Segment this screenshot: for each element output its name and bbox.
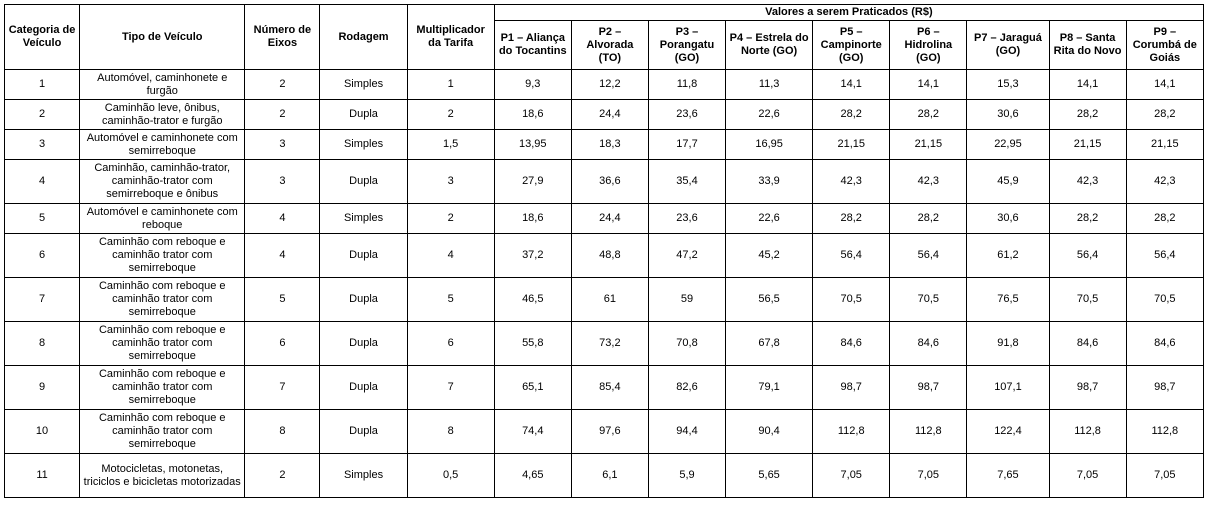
axles-cell: 2	[245, 70, 320, 100]
price-cell-p8: 112,8	[1049, 410, 1126, 454]
header-rodagem: Rodagem	[320, 5, 407, 70]
wheel-type-cell: Dupla	[320, 100, 407, 130]
multiplier-cell: 2	[407, 204, 494, 234]
price-cell-p8: 56,4	[1049, 234, 1126, 278]
price-cell-p3: 35,4	[648, 160, 725, 204]
axles-cell: 4	[245, 234, 320, 278]
price-cell-p5: 112,8	[813, 410, 890, 454]
price-cell-p7: 30,6	[967, 204, 1049, 234]
categoria-cell: 3	[5, 130, 80, 160]
price-cell-p3: 23,6	[648, 204, 725, 234]
wheel-type-cell: Dupla	[320, 366, 407, 410]
tariff-table	[4, 4, 1204, 498]
price-cell-p5: 42,3	[813, 160, 890, 204]
vehicle-type-cell: Caminhão leve, ônibus, caminhão-trator e furgão	[80, 100, 245, 130]
price-cell-p9: 42,3	[1126, 160, 1203, 204]
price-cell-p9: 28,2	[1126, 204, 1203, 234]
header-valores: Valores a serem Praticados (R$)	[494, 5, 1203, 21]
price-cell-p5: 14,1	[813, 70, 890, 100]
price-cell-p4: 16,95	[726, 130, 813, 160]
price-cell-p4: 11,3	[726, 70, 813, 100]
price-cell-p4: 67,8	[726, 322, 813, 366]
price-cell-p2: 61	[571, 278, 648, 322]
price-cell-p9: 84,6	[1126, 322, 1203, 366]
multiplier-cell: 5	[407, 278, 494, 322]
price-cell-p4: 45,2	[726, 234, 813, 278]
price-cell-p7: 61,2	[967, 234, 1049, 278]
price-cell-p7: 76,5	[967, 278, 1049, 322]
multiplier-cell: 7	[407, 366, 494, 410]
wheel-type-cell: Simples	[320, 454, 407, 498]
price-cell-p5: 21,15	[813, 130, 890, 160]
categoria-cell: 1	[5, 70, 80, 100]
vehicle-type-cell: Caminhão com reboque e caminhão trator com semirreboque	[80, 322, 245, 366]
vehicle-type-cell: Caminhão com reboque e caminhão trator com semirreboque	[80, 410, 245, 454]
vehicle-type-cell: Caminhão, caminhão-trator, caminhão-trator com semirreboque e ônibus	[80, 160, 245, 204]
price-cell-p6: 42,3	[890, 160, 967, 204]
price-cell-p2: 24,4	[571, 204, 648, 234]
price-cell-p5: 7,05	[813, 454, 890, 498]
header-plaza-p7: P7 – Jaraguá (GO)	[967, 21, 1049, 70]
price-cell-p3: 17,7	[648, 130, 725, 160]
price-cell-p5: 70,5	[813, 278, 890, 322]
table-row	[5, 410, 1204, 454]
price-cell-p9: 70,5	[1126, 278, 1203, 322]
price-cell-p6: 84,6	[890, 322, 967, 366]
price-cell-p7: 45,9	[967, 160, 1049, 204]
header-multiplicador: Multiplicador da Tarifa	[407, 5, 494, 70]
table-row	[5, 454, 1204, 498]
price-cell-p7: 122,4	[967, 410, 1049, 454]
price-cell-p9: 28,2	[1126, 100, 1203, 130]
price-cell-p3: 82,6	[648, 366, 725, 410]
price-cell-p1: 55,8	[494, 322, 571, 366]
price-cell-p2: 97,6	[571, 410, 648, 454]
table-row	[5, 70, 1204, 100]
multiplier-cell: 4	[407, 234, 494, 278]
price-cell-p6: 98,7	[890, 366, 967, 410]
price-cell-p4: 33,9	[726, 160, 813, 204]
multiplier-cell: 1	[407, 70, 494, 100]
header-plaza-p4: P4 – Estrela do Norte (GO)	[726, 21, 813, 70]
price-cell-p6: 70,5	[890, 278, 967, 322]
price-cell-p9: 112,8	[1126, 410, 1203, 454]
price-cell-p6: 21,15	[890, 130, 967, 160]
categoria-cell: 9	[5, 366, 80, 410]
price-cell-p2: 36,6	[571, 160, 648, 204]
header-plaza-p8: P8 – Santa Rita do Novo	[1049, 21, 1126, 70]
multiplier-cell: 2	[407, 100, 494, 130]
vehicle-type-cell: Automóvel e caminhonete com semirreboque	[80, 130, 245, 160]
price-cell-p1: 18,6	[494, 100, 571, 130]
header-plaza-p6: P6 – Hidrolina (GO)	[890, 21, 967, 70]
price-cell-p4: 22,6	[726, 100, 813, 130]
price-cell-p8: 28,2	[1049, 100, 1126, 130]
wheel-type-cell: Dupla	[320, 278, 407, 322]
price-cell-p5: 28,2	[813, 100, 890, 130]
wheel-type-cell: Dupla	[320, 234, 407, 278]
categoria-cell: 10	[5, 410, 80, 454]
categoria-cell: 8	[5, 322, 80, 366]
price-cell-p6: 28,2	[890, 100, 967, 130]
price-cell-p4: 56,5	[726, 278, 813, 322]
price-cell-p5: 98,7	[813, 366, 890, 410]
price-cell-p2: 24,4	[571, 100, 648, 130]
price-cell-p8: 84,6	[1049, 322, 1126, 366]
price-cell-p9: 21,15	[1126, 130, 1203, 160]
vehicle-type-cell: Caminhão com reboque e caminhão trator com semirreboque	[80, 278, 245, 322]
categoria-cell: 6	[5, 234, 80, 278]
table-body	[5, 70, 1204, 498]
axles-cell: 3	[245, 130, 320, 160]
axles-cell: 4	[245, 204, 320, 234]
price-cell-p6: 28,2	[890, 204, 967, 234]
table-row	[5, 204, 1204, 234]
price-cell-p4: 5,65	[726, 454, 813, 498]
multiplier-cell: 3	[407, 160, 494, 204]
price-cell-p8: 98,7	[1049, 366, 1126, 410]
price-cell-p3: 94,4	[648, 410, 725, 454]
price-cell-p6: 112,8	[890, 410, 967, 454]
price-cell-p9: 7,05	[1126, 454, 1203, 498]
price-cell-p6: 14,1	[890, 70, 967, 100]
wheel-type-cell: Dupla	[320, 322, 407, 366]
price-cell-p5: 84,6	[813, 322, 890, 366]
price-cell-p8: 42,3	[1049, 160, 1126, 204]
multiplier-cell: 8	[407, 410, 494, 454]
price-cell-p9: 14,1	[1126, 70, 1203, 100]
table-row	[5, 278, 1204, 322]
price-cell-p3: 47,2	[648, 234, 725, 278]
price-cell-p2: 12,2	[571, 70, 648, 100]
categoria-cell: 5	[5, 204, 80, 234]
price-cell-p8: 28,2	[1049, 204, 1126, 234]
price-cell-p3: 70,8	[648, 322, 725, 366]
header-plaza-p1: P1 – Aliança do Tocantins	[494, 21, 571, 70]
price-cell-p1: 46,5	[494, 278, 571, 322]
price-cell-p1: 4,65	[494, 454, 571, 498]
multiplier-cell: 0,5	[407, 454, 494, 498]
wheel-type-cell: Simples	[320, 130, 407, 160]
table-row	[5, 322, 1204, 366]
price-cell-p8: 7,05	[1049, 454, 1126, 498]
header-plaza-p9: P9 – Corumbá de Goiás	[1126, 21, 1203, 70]
price-cell-p9: 98,7	[1126, 366, 1203, 410]
price-cell-p4: 22,6	[726, 204, 813, 234]
price-cell-p6: 7,05	[890, 454, 967, 498]
vehicle-type-cell: Automóvel e caminhonete com reboque	[80, 204, 245, 234]
header-plaza-p3: P3 – Porangatu (GO)	[648, 21, 725, 70]
price-cell-p2: 18,3	[571, 130, 648, 160]
price-cell-p7: 30,6	[967, 100, 1049, 130]
header-row-top	[5, 5, 1204, 21]
multiplier-cell: 1,5	[407, 130, 494, 160]
header-categoria: Categoria de Veículo	[5, 5, 80, 70]
categoria-cell: 4	[5, 160, 80, 204]
table-row	[5, 366, 1204, 410]
header-plaza-p2: P2 – Alvorada (TO)	[571, 21, 648, 70]
vehicle-type-cell: Caminhão com reboque e caminhão trator com semirreboque	[80, 366, 245, 410]
price-cell-p7: 107,1	[967, 366, 1049, 410]
price-cell-p1: 18,6	[494, 204, 571, 234]
price-cell-p7: 15,3	[967, 70, 1049, 100]
price-cell-p3: 5,9	[648, 454, 725, 498]
categoria-cell: 7	[5, 278, 80, 322]
axles-cell: 8	[245, 410, 320, 454]
wheel-type-cell: Dupla	[320, 160, 407, 204]
price-cell-p7: 91,8	[967, 322, 1049, 366]
vehicle-type-cell: Motocicletas, motonetas, triciclos e bicicletas motorizadas	[80, 454, 245, 498]
price-cell-p1: 37,2	[494, 234, 571, 278]
price-cell-p3: 59	[648, 278, 725, 322]
price-cell-p4: 79,1	[726, 366, 813, 410]
price-cell-p4: 90,4	[726, 410, 813, 454]
price-cell-p2: 85,4	[571, 366, 648, 410]
price-cell-p5: 28,2	[813, 204, 890, 234]
price-cell-p7: 7,65	[967, 454, 1049, 498]
axles-cell: 6	[245, 322, 320, 366]
price-cell-p2: 48,8	[571, 234, 648, 278]
table-row	[5, 234, 1204, 278]
vehicle-type-cell: Automóvel, caminhonete e furgão	[80, 70, 245, 100]
price-cell-p3: 23,6	[648, 100, 725, 130]
price-cell-p1: 65,1	[494, 366, 571, 410]
price-cell-p8: 70,5	[1049, 278, 1126, 322]
price-cell-p1: 13,95	[494, 130, 571, 160]
price-cell-p7: 22,95	[967, 130, 1049, 160]
price-cell-p1: 27,9	[494, 160, 571, 204]
categoria-cell: 11	[5, 454, 80, 498]
header-tipo: Tipo de Veículo	[80, 5, 245, 70]
axles-cell: 2	[245, 454, 320, 498]
price-cell-p5: 56,4	[813, 234, 890, 278]
price-cell-p9: 56,4	[1126, 234, 1203, 278]
price-cell-p8: 14,1	[1049, 70, 1126, 100]
header-eixos: Número de Eixos	[245, 5, 320, 70]
price-cell-p2: 73,2	[571, 322, 648, 366]
wheel-type-cell: Simples	[320, 70, 407, 100]
wheel-type-cell: Simples	[320, 204, 407, 234]
price-cell-p1: 74,4	[494, 410, 571, 454]
axles-cell: 5	[245, 278, 320, 322]
header-plaza-p5: P5 – Campinorte (GO)	[813, 21, 890, 70]
table-row	[5, 130, 1204, 160]
axles-cell: 3	[245, 160, 320, 204]
table-row	[5, 160, 1204, 204]
axles-cell: 7	[245, 366, 320, 410]
price-cell-p6: 56,4	[890, 234, 967, 278]
price-cell-p1: 9,3	[494, 70, 571, 100]
price-cell-p2: 6,1	[571, 454, 648, 498]
price-cell-p3: 11,8	[648, 70, 725, 100]
price-cell-p8: 21,15	[1049, 130, 1126, 160]
categoria-cell: 2	[5, 100, 80, 130]
axles-cell: 2	[245, 100, 320, 130]
wheel-type-cell: Dupla	[320, 410, 407, 454]
table-row	[5, 100, 1204, 130]
multiplier-cell: 6	[407, 322, 494, 366]
vehicle-type-cell: Caminhão com reboque e caminhão trator com semirreboque	[80, 234, 245, 278]
